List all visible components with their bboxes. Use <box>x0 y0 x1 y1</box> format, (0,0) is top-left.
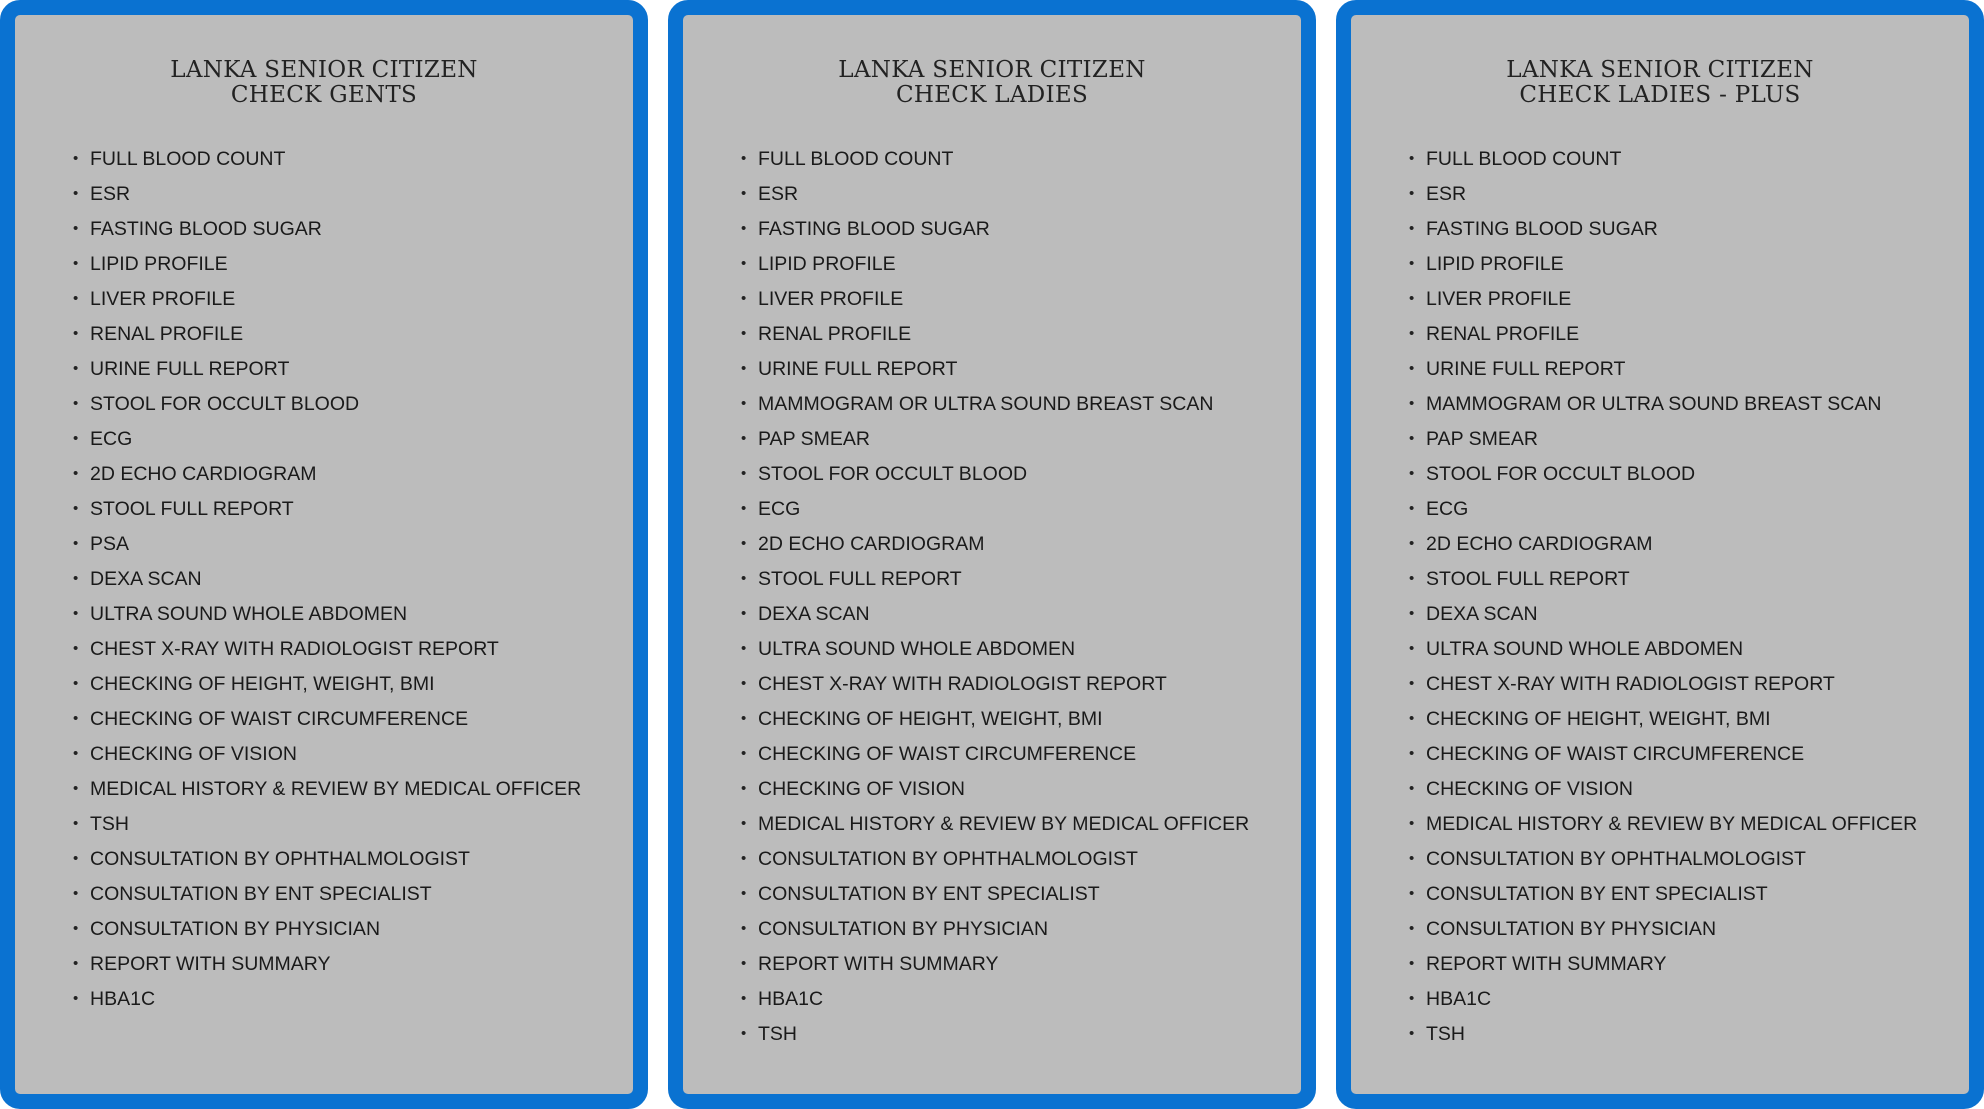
test-item-label: STOOL FULL REPORT <box>758 568 962 590</box>
bullet-icon: • <box>1409 255 1415 272</box>
bullet-icon: • <box>1409 815 1415 832</box>
package-title <box>683 58 1301 108</box>
test-item <box>1409 216 1969 251</box>
bullet-icon: • <box>741 290 747 307</box>
bullet-icon: • <box>741 465 747 482</box>
bullet-icon: • <box>1409 850 1415 867</box>
test-item <box>1409 356 1969 391</box>
test-item <box>1409 601 1969 636</box>
test-item-label: CHECKING OF WAIST CIRCUMFERENCE <box>758 743 1137 765</box>
test-item <box>741 181 1301 216</box>
test-item <box>1409 811 1969 846</box>
test-item <box>73 391 633 426</box>
test-item-label: CONSULTATION BY OPHTHALMOLOGIST <box>1426 848 1806 870</box>
test-item-label: HBA1C <box>758 988 824 1010</box>
test-item-label: CONSULTATION BY PHYSICIAN <box>1426 918 1717 940</box>
test-item-label: CONSULTATION BY ENT SPECIALIST <box>90 883 432 905</box>
test-item-label: LIVER PROFILE <box>90 288 236 310</box>
bullet-icon: • <box>1409 535 1415 552</box>
test-item-label: LIVER PROFILE <box>1426 288 1572 310</box>
test-item-label: MAMMOGRAM OR ULTRA SOUND BREAST SCAN <box>1426 393 1882 415</box>
test-item-label: TSH <box>758 1023 797 1045</box>
bullet-icon: • <box>741 920 747 937</box>
package-title-line2: CHECK LADIES - PLUS <box>1519 82 1801 108</box>
bullet-icon: • <box>73 955 79 972</box>
bullet-icon: • <box>73 710 79 727</box>
test-item-label: RENAL PROFILE <box>90 323 244 345</box>
package-card-ladies <box>668 0 1316 1109</box>
test-item <box>73 846 633 881</box>
bullet-icon: • <box>1409 570 1415 587</box>
test-item <box>741 741 1301 776</box>
test-item-label: HBA1C <box>90 988 156 1010</box>
bullet-icon: • <box>1409 640 1415 657</box>
bullet-icon: • <box>741 570 747 587</box>
test-item-label: FASTING BLOOD SUGAR <box>758 218 990 240</box>
test-item <box>1409 881 1969 916</box>
test-item <box>1409 986 1969 1021</box>
test-item <box>73 181 633 216</box>
test-item-label: MEDICAL HISTORY & REVIEW BY MEDICAL OFFICER <box>1426 813 1918 835</box>
bullet-icon: • <box>1409 150 1415 167</box>
test-item-label: REPORT WITH SUMMARY <box>90 953 331 975</box>
test-item-label: CONSULTATION BY PHYSICIAN <box>758 918 1049 940</box>
test-item-label: CHEST X-RAY WITH RADIOLOGIST REPORT <box>1426 673 1835 695</box>
bullet-icon: • <box>1409 360 1415 377</box>
bullet-icon: • <box>73 535 79 552</box>
test-item-label: LIVER PROFILE <box>758 288 904 310</box>
test-item <box>73 531 633 566</box>
test-item-label: MAMMOGRAM OR ULTRA SOUND BREAST SCAN <box>758 393 1214 415</box>
test-item <box>741 251 1301 286</box>
bullet-icon: • <box>1409 1025 1415 1042</box>
package-card-gents <box>0 0 648 1109</box>
test-item <box>1409 391 1969 426</box>
test-item-label: REPORT WITH SUMMARY <box>1426 953 1667 975</box>
test-item <box>741 846 1301 881</box>
bullet-icon: • <box>741 640 747 657</box>
bullet-icon: • <box>741 535 747 552</box>
test-item-label: DEXA SCAN <box>1426 603 1538 625</box>
test-item-label: CHECKING OF VISION <box>90 743 297 765</box>
test-item-label: STOOL FOR OCCULT BLOOD <box>1426 463 1696 485</box>
test-item <box>73 671 633 706</box>
test-item-label: MEDICAL HISTORY & REVIEW BY MEDICAL OFFICER <box>90 778 582 800</box>
test-item-label: STOOL FULL REPORT <box>90 498 294 520</box>
test-item-label: CHECKING OF HEIGHT, WEIGHT, BMI <box>758 708 1103 730</box>
test-item <box>1409 1021 1969 1056</box>
bullet-icon: • <box>73 255 79 272</box>
test-item <box>741 881 1301 916</box>
package-card-ladies-plus <box>1336 0 1984 1109</box>
bullet-icon: • <box>1409 465 1415 482</box>
bullet-icon: • <box>741 780 747 797</box>
test-item <box>1409 671 1969 706</box>
bullet-icon: • <box>741 325 747 342</box>
bullet-icon: • <box>741 430 747 447</box>
test-item-label: PSA <box>90 533 130 555</box>
bullet-icon: • <box>741 150 747 167</box>
test-item-label: URINE FULL REPORT <box>90 358 290 380</box>
test-item <box>1409 461 1969 496</box>
test-item <box>741 146 1301 181</box>
bullet-icon: • <box>741 220 747 237</box>
test-item-label: CHECKING OF HEIGHT, WEIGHT, BMI <box>1426 708 1771 730</box>
test-item <box>741 671 1301 706</box>
test-item-label: 2D ECHO CARDIOGRAM <box>758 533 985 555</box>
test-item <box>73 251 633 286</box>
bullet-icon: • <box>741 360 747 377</box>
bullet-icon: • <box>73 395 79 412</box>
bullet-icon: • <box>73 500 79 517</box>
test-item-label: ECG <box>1426 498 1469 520</box>
bullet-icon: • <box>1409 325 1415 342</box>
test-item-label: RENAL PROFILE <box>1426 323 1580 345</box>
test-item <box>1409 286 1969 321</box>
bullet-icon: • <box>1409 430 1415 447</box>
package-title <box>15 58 633 108</box>
test-item <box>741 496 1301 531</box>
bullet-icon: • <box>1409 500 1415 517</box>
test-item-label: CHECKING OF WAIST CIRCUMFERENCE <box>1426 743 1805 765</box>
bullet-icon: • <box>1409 185 1415 202</box>
bullet-icon: • <box>73 850 79 867</box>
bullet-icon: • <box>741 885 747 902</box>
test-item <box>1409 146 1969 181</box>
test-item <box>1409 426 1969 461</box>
bullet-icon: • <box>73 990 79 1007</box>
bullet-icon: • <box>741 850 747 867</box>
test-item <box>1409 951 1969 986</box>
test-item <box>1409 251 1969 286</box>
test-item-label: ESR <box>758 183 799 205</box>
test-item-label: CONSULTATION BY PHYSICIAN <box>90 918 381 940</box>
test-item <box>73 741 633 776</box>
test-item <box>741 531 1301 566</box>
bullet-icon: • <box>741 395 747 412</box>
test-item <box>73 216 633 251</box>
bullet-icon: • <box>73 920 79 937</box>
test-item <box>73 286 633 321</box>
test-item-label: ULTRA SOUND WHOLE ABDOMEN <box>758 638 1076 660</box>
bullet-icon: • <box>73 605 79 622</box>
bullet-icon: • <box>73 360 79 377</box>
test-item-label: DEXA SCAN <box>90 568 202 590</box>
test-item <box>1409 846 1969 881</box>
test-item <box>73 461 633 496</box>
bullet-icon: • <box>1409 920 1415 937</box>
bullet-icon: • <box>73 885 79 902</box>
test-item <box>73 706 633 741</box>
test-item <box>73 321 633 356</box>
test-item-label: LIPID PROFILE <box>1426 253 1564 275</box>
test-item-label: TSH <box>1426 1023 1465 1045</box>
test-item-label: PAP SMEAR <box>758 428 870 450</box>
test-item-label: STOOL FOR OCCULT BLOOD <box>90 393 360 415</box>
test-item <box>741 461 1301 496</box>
test-item-label: CONSULTATION BY OPHTHALMOLOGIST <box>90 848 470 870</box>
test-item-label: FULL BLOOD COUNT <box>758 148 954 170</box>
bullet-icon: • <box>1409 220 1415 237</box>
test-item <box>1409 181 1969 216</box>
package-title-line2: CHECK GENTS <box>230 82 418 108</box>
test-item-label: STOOL FOR OCCULT BLOOD <box>758 463 1028 485</box>
bullet-icon: • <box>1409 395 1415 412</box>
test-item-label: ECG <box>90 428 133 450</box>
test-item-label: PAP SMEAR <box>1426 428 1538 450</box>
bullet-icon: • <box>741 185 747 202</box>
test-item <box>73 356 633 391</box>
bullet-icon: • <box>741 955 747 972</box>
test-item-label: CONSULTATION BY ENT SPECIALIST <box>1426 883 1768 905</box>
bullet-icon: • <box>1409 290 1415 307</box>
test-item-label: FULL BLOOD COUNT <box>90 148 286 170</box>
test-item-label: ULTRA SOUND WHOLE ABDOMEN <box>90 603 408 625</box>
test-item <box>1409 636 1969 671</box>
test-item-label: LIPID PROFILE <box>90 253 228 275</box>
test-item <box>1409 531 1969 566</box>
test-item <box>73 776 633 811</box>
test-list <box>1351 146 1969 1056</box>
bullet-icon: • <box>1409 745 1415 762</box>
test-list <box>683 146 1301 1056</box>
test-item <box>741 706 1301 741</box>
test-item-label: 2D ECHO CARDIOGRAM <box>1426 533 1653 555</box>
test-item <box>73 881 633 916</box>
test-item <box>741 636 1301 671</box>
test-item <box>741 391 1301 426</box>
test-item <box>741 601 1301 636</box>
test-item-label: FASTING BLOOD SUGAR <box>90 218 322 240</box>
test-item <box>741 426 1301 461</box>
bullet-icon: • <box>1409 955 1415 972</box>
bullet-icon: • <box>1409 885 1415 902</box>
bullet-icon: • <box>741 255 747 272</box>
test-item-label: ESR <box>1426 183 1467 205</box>
test-item <box>73 986 633 1021</box>
bullet-icon: • <box>73 185 79 202</box>
test-item-label: ESR <box>90 183 131 205</box>
test-item <box>73 146 633 181</box>
test-item <box>1409 916 1969 951</box>
test-item <box>73 426 633 461</box>
bullet-icon: • <box>73 150 79 167</box>
test-item-label: CHECKING OF WAIST CIRCUMFERENCE <box>90 708 469 730</box>
test-item <box>741 566 1301 601</box>
test-item <box>1409 566 1969 601</box>
bullet-icon: • <box>741 605 747 622</box>
bullet-icon: • <box>1409 675 1415 692</box>
test-item <box>741 216 1301 251</box>
bullet-icon: • <box>73 675 79 692</box>
test-item <box>1409 706 1969 741</box>
test-item-label: LIPID PROFILE <box>758 253 896 275</box>
test-item-label: CHECKING OF VISION <box>1426 778 1633 800</box>
bullet-icon: • <box>1409 710 1415 727</box>
bullet-icon: • <box>73 745 79 762</box>
test-item <box>73 566 633 601</box>
bullet-icon: • <box>73 465 79 482</box>
test-item-label: HBA1C <box>1426 988 1492 1010</box>
bullet-icon: • <box>741 675 747 692</box>
test-item-label: STOOL FULL REPORT <box>1426 568 1630 590</box>
package-title-line1: LANKA SENIOR CITIZEN <box>838 57 1146 83</box>
bullet-icon: • <box>73 430 79 447</box>
test-item <box>73 811 633 846</box>
test-item <box>73 636 633 671</box>
test-item-label: CHECKING OF HEIGHT, WEIGHT, BMI <box>90 673 435 695</box>
bullet-icon: • <box>73 780 79 797</box>
test-item <box>741 986 1301 1021</box>
test-item-label: URINE FULL REPORT <box>758 358 958 380</box>
bullet-icon: • <box>741 815 747 832</box>
test-item <box>1409 496 1969 531</box>
package-title <box>1351 58 1969 108</box>
test-item-label: ECG <box>758 498 801 520</box>
bullet-icon: • <box>73 570 79 587</box>
package-title-line2: CHECK LADIES <box>895 82 1089 108</box>
bullet-icon: • <box>741 1025 747 1042</box>
test-item-label: URINE FULL REPORT <box>1426 358 1626 380</box>
bullet-icon: • <box>73 220 79 237</box>
test-item-label: FULL BLOOD COUNT <box>1426 148 1622 170</box>
test-item <box>741 1021 1301 1056</box>
test-item <box>741 811 1301 846</box>
test-item-label: CONSULTATION BY ENT SPECIALIST <box>758 883 1100 905</box>
test-item-label: REPORT WITH SUMMARY <box>758 953 999 975</box>
bullet-icon: • <box>1409 990 1415 1007</box>
test-item <box>741 286 1301 321</box>
test-item-label: FASTING BLOOD SUGAR <box>1426 218 1658 240</box>
test-item-label: DEXA SCAN <box>758 603 870 625</box>
bullet-icon: • <box>73 290 79 307</box>
test-item <box>741 321 1301 356</box>
test-item <box>741 356 1301 391</box>
bullet-icon: • <box>1409 780 1415 797</box>
test-item-label: 2D ECHO CARDIOGRAM <box>90 463 317 485</box>
test-item <box>1409 741 1969 776</box>
test-item <box>73 916 633 951</box>
test-item <box>73 601 633 636</box>
test-item <box>1409 321 1969 356</box>
test-item <box>741 916 1301 951</box>
test-item-label: ULTRA SOUND WHOLE ABDOMEN <box>1426 638 1744 660</box>
test-item <box>1409 776 1969 811</box>
test-item-label: CHEST X-RAY WITH RADIOLOGIST REPORT <box>758 673 1167 695</box>
test-item-label: CHECKING OF VISION <box>758 778 965 800</box>
package-title-line1: LANKA SENIOR CITIZEN <box>170 57 478 83</box>
test-item <box>73 496 633 531</box>
bullet-icon: • <box>73 640 79 657</box>
bullet-icon: • <box>741 745 747 762</box>
test-item-label: TSH <box>90 813 129 835</box>
test-item <box>73 951 633 986</box>
bullet-icon: • <box>1409 605 1415 622</box>
test-item <box>741 776 1301 811</box>
package-title-line1: LANKA SENIOR CITIZEN <box>1506 57 1814 83</box>
bullet-icon: • <box>741 990 747 1007</box>
test-item-label: CONSULTATION BY OPHTHALMOLOGIST <box>758 848 1138 870</box>
bullet-icon: • <box>741 500 747 517</box>
test-item <box>741 951 1301 986</box>
bullet-icon: • <box>741 710 747 727</box>
test-item-label: RENAL PROFILE <box>758 323 912 345</box>
test-item-label: CHEST X-RAY WITH RADIOLOGIST REPORT <box>90 638 499 660</box>
test-item-label: MEDICAL HISTORY & REVIEW BY MEDICAL OFFICER <box>758 813 1250 835</box>
bullet-icon: • <box>73 325 79 342</box>
bullet-icon: • <box>73 815 79 832</box>
test-list <box>15 146 633 1021</box>
